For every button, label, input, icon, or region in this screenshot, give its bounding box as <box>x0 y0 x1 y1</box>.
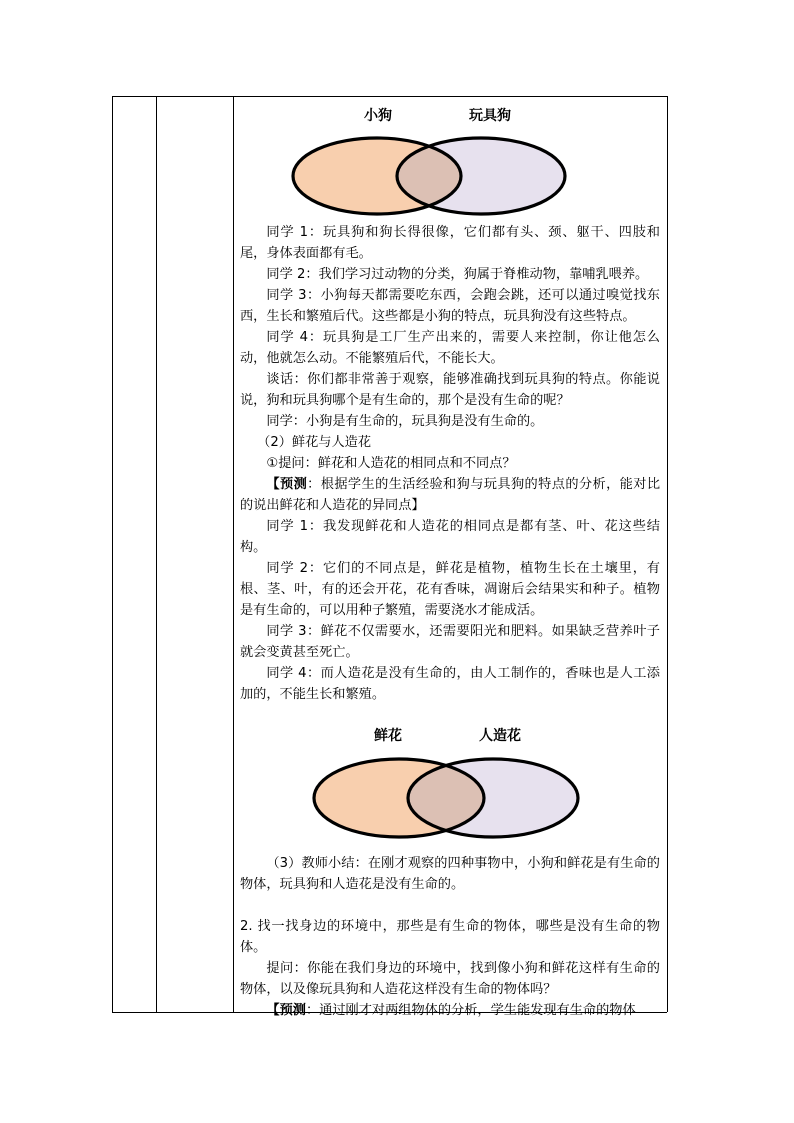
table-col-line-4 <box>667 96 668 1012</box>
paragraph-dog-answer: 同学：小狗是有生命的，玩具狗是没有生命的。 <box>266 414 544 429</box>
blank-line <box>240 895 660 916</box>
prediction-open-bracket: 【 <box>266 477 280 492</box>
paragraph-flower-3: 同学 3：鲜花不仅需要水，还需要阳光和肥料。如果缺乏营养叶子就会变黄甚至死亡。 <box>240 624 660 660</box>
prediction-text-2: ：通过刚才对两组物体的分析，学生能发现有生命的物体 <box>305 1003 636 1018</box>
paragraph-dog-1: 同学 1：玩具狗和狗长得很像，它们都有头、颈、躯干、四肢和尾，身体表面都有毛。 <box>240 225 660 261</box>
paragraph-flower-4: 同学 4：而人造花是没有生命的，由人工制作的，香味也是人工添加的，不能生长和繁殖。 <box>240 666 660 702</box>
prediction-open-bracket-2: 【 <box>266 1003 280 1018</box>
venn-flower-svg <box>240 711 660 845</box>
task-2-question: 提问：你能在我们身边的环境中，找到像小狗和鲜花这样有生命的物体，以及像玩具狗和人造花这样没有生命的物体吗？ <box>240 961 660 997</box>
lesson-content <box>240 100 660 1021</box>
prediction-flowers <box>240 474 660 516</box>
subheading-flowers: （2）鲜花与人造花 <box>257 435 372 450</box>
paragraph-flower-2: 同学 2：它们的不同点是，鲜花是植物，植物生长在土壤里，有根、茎、叶，有的还会开花，花有香味，凋谢后会结果实和种子。植物是有生命的，可以用种子繁殖，需要浇水才能成活。 <box>240 561 660 618</box>
teacher-summary: （3）教师小结：在刚才观察的四种事物中，小狗和鲜花是有生命的物体，玩具狗和人造花是没有生命的。 <box>240 856 660 892</box>
venn-dog-left-label: 小狗 <box>364 108 392 124</box>
venn-flower-right-label: 人造花 <box>479 728 521 744</box>
venn-diagram-flower <box>240 711 660 845</box>
paragraph-dog-3: 同学 3：小狗每天都需要吃东西，会跑会跳，还可以通过嗅觉找东西，生长和繁殖后代。这些都是小狗的特点，玩具狗没有这些特点。 <box>240 288 660 324</box>
venn-dog-right-label: 玩具狗 <box>469 108 511 124</box>
paragraph-dog-2: 同学 2：我们学习过动物的分类，狗属于脊椎动物，靠哺乳喂养。 <box>266 267 649 282</box>
question-flowers: ①提问：鲜花和人造花的相同点和不同点？ <box>266 456 516 471</box>
venn-flower-left-label: 鲜花 <box>374 728 402 744</box>
prediction-label: 预测 <box>279 477 308 492</box>
prediction-task-2 <box>240 1000 660 1021</box>
paragraph-dog-talk: 谈话：你们都非常善于观察，能够准确找到玩具狗的特点。你能说说，狗和玩具狗哪个是有生命的，那个是没有生命的呢？ <box>240 372 660 408</box>
table-top-border <box>112 96 667 97</box>
table-col-line-2 <box>156 96 157 1012</box>
table-col-line-3 <box>233 96 234 1012</box>
venn-diagram-dog <box>240 100 660 218</box>
task-2-heading: 2. 找一找身边的环境中，那些是有生命的物体，哪些是没有生命的物体。 <box>240 919 660 955</box>
table-col-line-1 <box>112 96 113 1012</box>
venn-dog-svg <box>240 100 660 218</box>
prediction-label-2: 预测 <box>279 1003 306 1018</box>
prediction-text: ：根据学生的生活经验和狗与玩具狗的特点的分析，能对比的说出鲜花和人造花的异同点】 <box>240 477 661 513</box>
paragraph-flower-1: 同学 1：我发现鲜花和人造花的相同点是都有茎、叶、花这些结构。 <box>240 519 660 555</box>
paragraph-dog-4: 同学 4：玩具狗是工厂生产出来的，需要人来控制，你让他怎么动，他就怎么动。不能繁殖后代，不能长大。 <box>240 330 660 366</box>
